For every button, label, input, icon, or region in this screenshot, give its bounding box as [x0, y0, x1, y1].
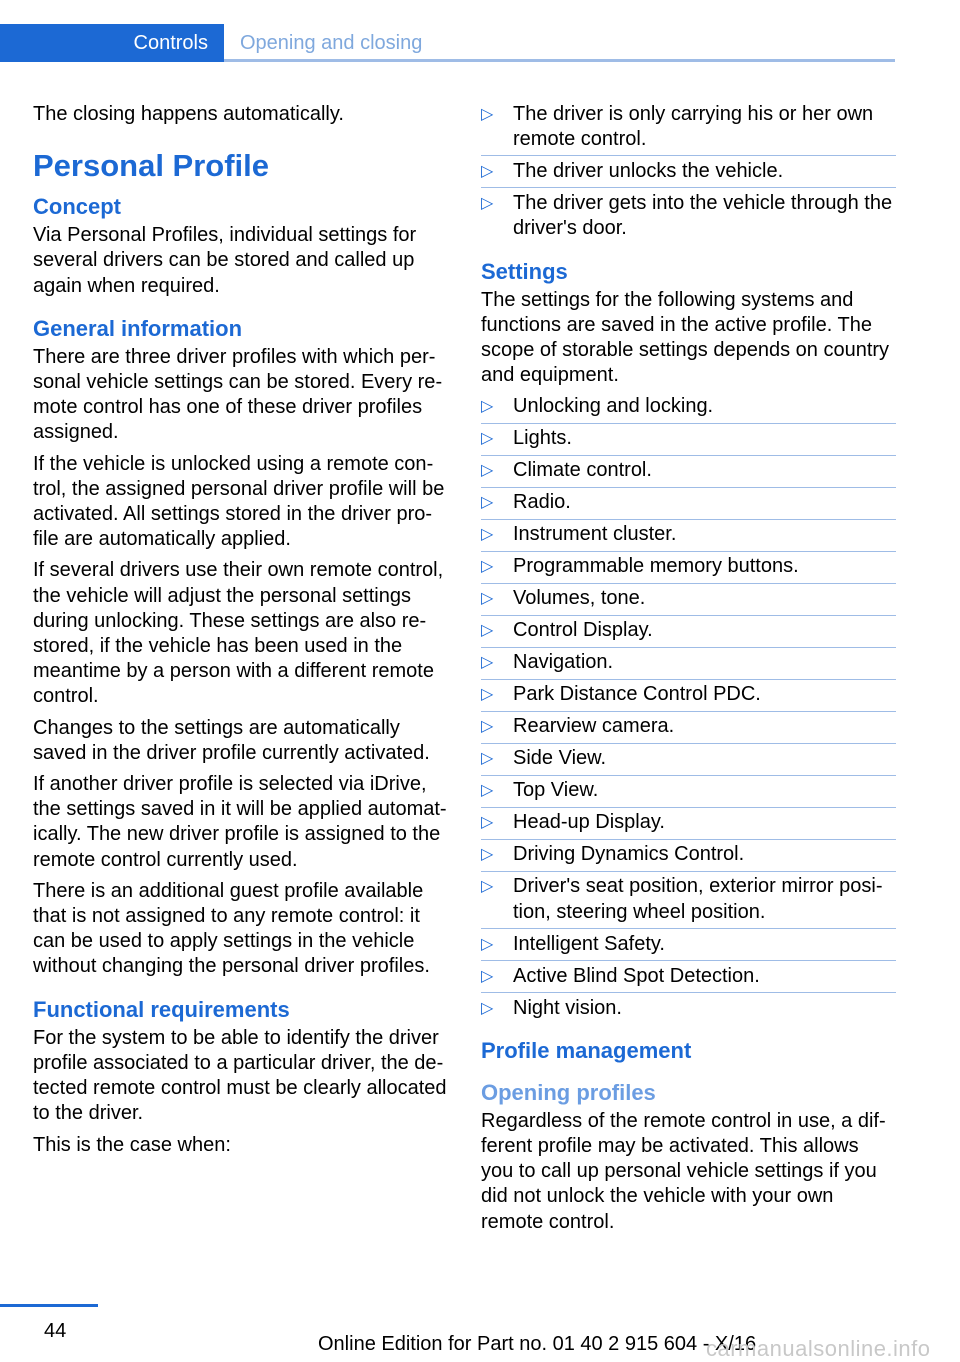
tab-opening-and-closing-label: Opening and closing: [240, 31, 423, 54]
list-item-text: Volumes, tone.: [513, 587, 646, 610]
list-item: [481, 586, 896, 611]
triangle-right-outline-icon: ▷: [481, 967, 494, 985]
triangle-right-outline-icon: ▷: [481, 814, 494, 832]
list-item-text: The driver gets into the vehicle through the driver's door.: [513, 192, 893, 240]
case-list: [481, 102, 896, 242]
list-item: [481, 932, 896, 957]
header-tabs: [0, 24, 895, 62]
list-item: [481, 394, 896, 419]
list-item: [481, 842, 896, 867]
list-item: [481, 554, 896, 579]
triangle-right-outline-icon: ▷: [481, 750, 494, 768]
list-item-text: Radio.: [513, 491, 571, 514]
triangle-right-outline-icon: ▷: [481, 999, 494, 1017]
triangle-right-outline-icon: ▷: [481, 195, 494, 213]
list-item: [481, 426, 896, 451]
triangle-right-outline-icon: ▷: [481, 462, 494, 480]
triangle-right-outline-icon: ▷: [481, 654, 494, 672]
list-item-text: Head-up Display.: [513, 811, 665, 834]
settings-text: The settings for the following systems and functions are saved in the active profile. The scope of storable settings depends on country and equipment.: [481, 288, 890, 387]
list-item-text: Side View.: [513, 747, 607, 770]
list-item: [481, 522, 896, 547]
general-heading: General information: [33, 315, 243, 341]
list-item-text: Active Blind Spot Detection.: [513, 964, 760, 987]
triangle-right-outline-icon: ▷: [481, 686, 494, 704]
settings-heading: Settings: [481, 258, 568, 284]
list-item-text: The driver is only carrying his or her own remote control.: [513, 103, 874, 151]
list-item: [481, 102, 896, 152]
triangle-right-outline-icon: ▷: [481, 163, 494, 181]
list-item: [481, 682, 896, 707]
triangle-right-outline-icon: ▷: [481, 398, 494, 416]
list-item: [481, 746, 896, 771]
page-number: 44: [44, 1320, 67, 1342]
left-column: [33, 102, 448, 1164]
edition-text: Online Edition for Part no. 01 40 2 915 604 - X/16: [318, 1333, 757, 1355]
general-paragraph: If the vehicle is unlocked using a remote control, the assigned personal driver profile will be activated. All settings stored in the driver profile are automatically applied.: [33, 452, 445, 551]
list-item-text: Climate control.: [513, 459, 652, 482]
watermark: carmanualsonline.info: [706, 1336, 931, 1361]
list-item-text: Park Distance Control PDC.: [513, 683, 761, 706]
list-item: [481, 159, 896, 184]
general-paragraph: If another driver profile is selected via iDrive, the settings saved in it will be applied automatically. The new driver profile is assigned to the remote control currently used.: [33, 773, 447, 871]
section-title: Personal Profile: [33, 148, 270, 184]
case-text: This is the case when:: [33, 1133, 231, 1156]
list-item: [481, 810, 896, 835]
triangle-right-outline-icon: ▷: [481, 526, 494, 544]
list-item-text: Driving Dynamics Control.: [513, 843, 745, 866]
profile-management-heading: Profile management: [481, 1037, 692, 1063]
header-divider: [224, 59, 895, 62]
tab-opening-and-closing[interactable]: [224, 24, 895, 62]
list-item-text: Night vision.: [513, 996, 622, 1019]
list-item-text: Driver's seat position, exterior mirror position, steering wheel position.: [513, 875, 883, 923]
list-item: [481, 490, 896, 515]
list-item: [481, 714, 896, 739]
intro-text: The closing happens automatically.: [33, 103, 344, 125]
triangle-right-outline-icon: ▷: [481, 590, 494, 608]
triangle-right-outline-icon: ▷: [481, 622, 494, 640]
list-item: [481, 458, 896, 483]
list-item-text: Instrument cluster.: [513, 523, 677, 546]
list-item: [481, 618, 896, 643]
opening-profiles-text: Regardless of the remote control in use, a different profile may be activated. This allows you to call up personal vehicle settings if you did not unlock the vehicle with your own remote control.: [481, 1109, 886, 1233]
triangle-right-outline-icon: ▷: [481, 494, 494, 512]
triangle-right-outline-icon: ▷: [481, 878, 494, 896]
tab-controls-label: Controls: [133, 31, 208, 54]
right-column: [481, 102, 896, 1241]
list-item-text: Rearview camera.: [513, 715, 675, 738]
list-item-text: Top View.: [513, 779, 599, 802]
list-item-text: Navigation.: [513, 651, 614, 674]
triangle-right-outline-icon: ▷: [481, 558, 494, 576]
general-paragraph: There are three driver profiles with which personal vehicle settings can be stored. Every remote control has one of these driver profiles assigned.: [33, 345, 443, 444]
opening-profiles-heading: Opening profiles: [481, 1079, 656, 1105]
concept-text: Via Personal Profiles, individual settings for several drivers can be stored and called up again when required.: [33, 224, 417, 297]
list-item-text: Unlocking and locking.: [513, 395, 714, 418]
tab-controls[interactable]: [0, 24, 224, 62]
list-item: [481, 650, 896, 675]
footer-rule: [0, 1304, 98, 1307]
functional-text: For the system to be able to identify the driver profile associated to a particular driver, the detected remote control must be clearly allocated to the driver.: [33, 1026, 447, 1125]
list-item: [481, 996, 896, 1021]
general-paragraph: There is an additional guest profile available that is not assigned to any remote control: it can be used to apply settings in the vehicle without changing the personal driver profiles.: [33, 879, 430, 978]
triangle-right-outline-icon: ▷: [481, 106, 494, 123]
list-item-text: Lights.: [513, 427, 572, 450]
general-paragraph: If several drivers use their own remote control, the vehicle will adjust the personal settings during unlocking. These settings are also restored, if the vehicle has been used in the meantime by a person with a different remote control.: [33, 559, 444, 708]
list-item-text: The driver unlocks the vehicle.: [513, 160, 784, 183]
list-item-text: Control Display.: [513, 619, 653, 642]
general-paragraph: Changes to the settings are automatically saved in the driver profile currently activated.: [33, 716, 430, 764]
list-item: [481, 778, 896, 803]
functional-heading: Functional requirements: [33, 996, 290, 1022]
triangle-right-outline-icon: ▷: [481, 430, 494, 448]
triangle-right-outline-icon: ▷: [481, 935, 494, 953]
settings-list: [481, 394, 896, 1020]
concept-heading: Concept: [33, 194, 121, 220]
list-item: [481, 964, 896, 989]
list-item-text: Intelligent Safety.: [513, 932, 665, 955]
list-item: [481, 191, 896, 241]
list-item-text: Programmable memory buttons.: [513, 555, 799, 578]
triangle-right-outline-icon: ▷: [481, 718, 494, 736]
triangle-right-outline-icon: ▷: [481, 846, 494, 864]
triangle-right-outline-icon: ▷: [481, 782, 494, 800]
list-item: [481, 874, 896, 924]
